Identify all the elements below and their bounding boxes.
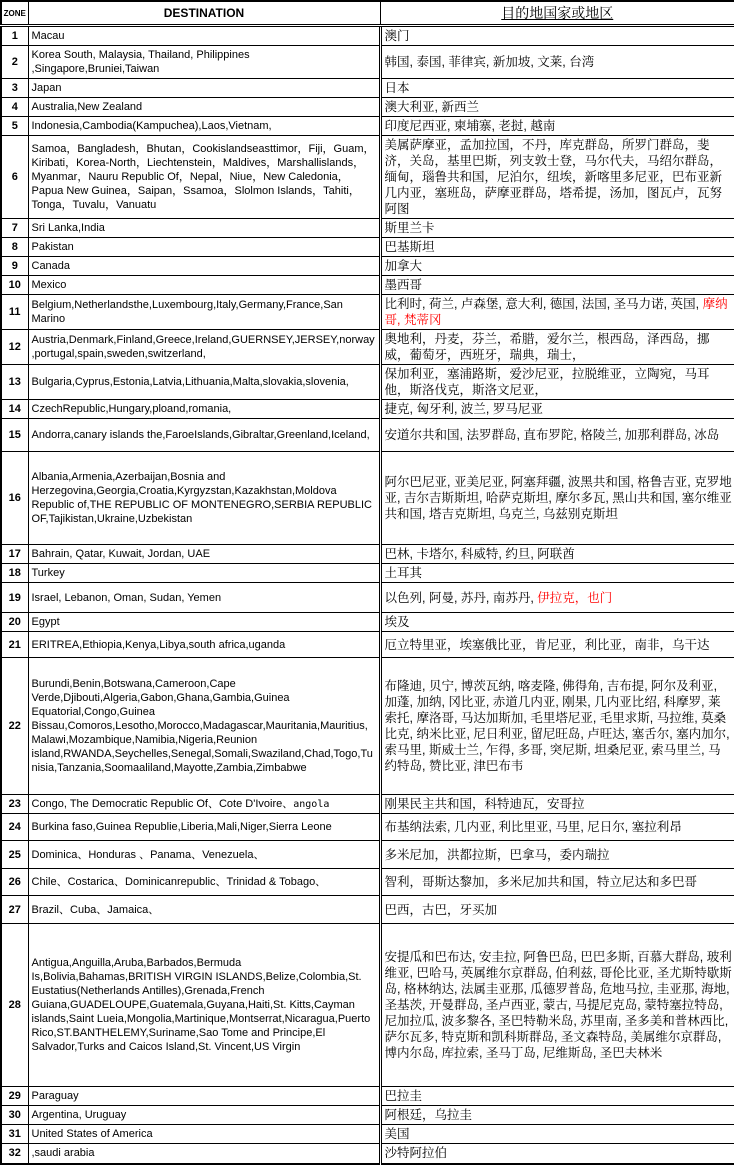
destination-cell bbox=[28, 814, 380, 841]
destination-text: 多米尼加，洪都拉斯，巴拿马，委内瑞拉 bbox=[384, 847, 610, 862]
destination-cell bbox=[28, 1144, 380, 1164]
zone-number: 25 bbox=[1, 841, 28, 869]
table-row bbox=[1, 238, 734, 257]
destination-cell bbox=[28, 658, 380, 795]
destination-zh-cell bbox=[380, 117, 734, 136]
destination-zh-cell bbox=[380, 79, 734, 98]
destination-cell bbox=[28, 295, 380, 330]
destination-zh-cell bbox=[380, 365, 734, 400]
table-row bbox=[1, 400, 734, 419]
destination-text: Turkey bbox=[31, 567, 65, 579]
destination-text: 布隆迪, 贝宁, 博茨瓦纳, 喀麦隆, 佛得角, 吉布提, 阿尔及利亚, 加蓬, 加纳, 冈比亚, 赤道几内亚, 刚果, 几内亚比绍, 科摩罗, 莱索托, 摩洛哥, 马达加斯加, 毛里塔尼亚, 毛里求斯, 马拉维, 莫桑比克, 纳米比亚, 尼日利亚, 留尼旺岛, 卢旺达, 塞舌尔, 塞内加尔, 索马里, 斯威士兰, 乍得, 多哥, 突尼斯, 坦桑尼亚, 索马里兰, 马约特岛, 赞比亚, 津巴布韦 bbox=[384, 679, 730, 773]
zone-number: 27 bbox=[1, 896, 28, 924]
destination-cell bbox=[28, 632, 380, 658]
table-row bbox=[1, 219, 734, 238]
destination-text: 土耳其 bbox=[384, 566, 423, 580]
zone-number: 2 bbox=[1, 46, 28, 79]
destination-text: 阿尔巴尼亚, 亚美尼亚, 阿塞拜疆, 波黑共和国, 格鲁吉亚, 克罗地亚, 吉尔吉斯斯坦, 哈萨克斯坦, 摩尔多瓦, 黑山共和国, 塞尔维亚共和国, 塔吉克斯坦, 乌克兰, 乌兹别克斯坦 bbox=[384, 475, 732, 521]
table-row bbox=[1, 814, 734, 841]
destination-text: 美属萨摩亚，孟加拉国，不丹，库克群岛，所罗门群岛，斐济，关岛，基里巴斯，列支敦士登，马尔代夫，马绍尔群岛，缅甸，瑙鲁共和国，尼泊尔，纽埃，新喀里多尼亚，巴布亚新几内亚，塞班岛，萨摩亚群岛，塔希提，汤加，图瓦卢，瓦努阿图 bbox=[384, 138, 723, 216]
destination-text: 安道尔共和国, 法罗群岛, 直布罗陀, 格陵兰, 加那利群岛, 冰岛 bbox=[384, 428, 720, 442]
destination-cell bbox=[28, 46, 380, 79]
destination-text: Australia,New Zealand bbox=[31, 101, 143, 113]
table-row bbox=[1, 276, 734, 295]
destination-cell bbox=[28, 1087, 380, 1106]
destination-text: 阿根廷，乌拉圭 bbox=[384, 1108, 473, 1122]
destination-text: 安提瓜和巴布达, 安圭拉, 阿鲁巴岛, 巴巴多斯, 百慕大群岛, 玻利维亚, 巴哈马, 英属维尔京群岛, 伯利兹, 哥伦比亚, 圣尤斯特歇斯岛, 格林纳达, 法属圭亚那, 瓜德罗普岛, 危地马拉, 圭亚那, 海地, 圣基茨, 开曼群岛, 圣卢西亚, 蒙古, 马提尼克岛, 蒙特塞拉特岛, 尼加拉瓜, 波多黎各, 圣巴特勒米岛, 苏里南, 圣多美和普林西比, 萨尔瓦多, 特克斯和凯科斯群岛, 圣文森特岛, 美属维尔京群岛, 博内尔岛, 库拉索, 圣马丁岛, 尼维斯岛, 圣巴夫林米 bbox=[384, 950, 732, 1060]
destination-cell bbox=[28, 257, 380, 276]
destination-cell bbox=[28, 896, 380, 924]
destination-cell bbox=[28, 841, 380, 869]
highlighted-destination-text: 摩纳哥, 梵蒂冈 bbox=[384, 297, 728, 327]
destination-cell bbox=[28, 136, 380, 219]
table-row bbox=[1, 419, 734, 452]
destination-text: 智利，哥斯达黎加，多米尼加共和国，特立尼达和多巴哥 bbox=[384, 875, 698, 889]
destination-cell bbox=[28, 452, 380, 545]
destination-zh-cell bbox=[380, 419, 734, 452]
destination-text: ,saudi arabia bbox=[31, 1147, 95, 1160]
destination-text: Argentina, Uruguay bbox=[31, 1109, 127, 1121]
destination-zh-cell bbox=[380, 1087, 734, 1106]
zone-number: 5 bbox=[1, 117, 28, 136]
destination-text: Belgium,Netherlandsthe,Luxembourg,Italy,Germany,France,San Marino bbox=[31, 299, 343, 325]
destination-cell bbox=[28, 238, 380, 257]
zone-number: 4 bbox=[1, 98, 28, 117]
table-row bbox=[1, 841, 734, 869]
destination-text: Macau bbox=[31, 30, 65, 42]
destination-cell bbox=[28, 365, 380, 400]
zone-number: 18 bbox=[1, 564, 28, 583]
destination-text: Burkina faso,Guinea Republie,Liberia,Mali,Niger,Sierra Leone bbox=[31, 821, 332, 833]
destination-cell bbox=[28, 924, 380, 1087]
destination-text: 埃及 bbox=[384, 615, 410, 629]
table-row bbox=[1, 257, 734, 276]
destination-zh-cell bbox=[380, 658, 734, 795]
destination-text: 加拿大 bbox=[384, 259, 423, 273]
zone-number: 31 bbox=[1, 1125, 28, 1144]
destination-zh-cell bbox=[380, 1144, 734, 1164]
destination-text: Samoa，Bangladesh，Bhutan，Cookislandseasttimor，Fiji，Guam，Kiribati，Korea-North，Liechtenstein，Maldives，Marshallislands，Myanmar，Nauru Republic Of，Nepal，Niue，New Caledonia，Papua New Guinea，Saipan，Ssamoa，Slolmon Islands，Tahiti，Tonga，Tuvalu，Vanuatu bbox=[31, 143, 375, 211]
destination-text: 澳大利亚, 新西兰 bbox=[384, 100, 479, 114]
destination-zh-cell bbox=[380, 238, 734, 257]
destination-text: Burundi,Benin,Botswana,Cameroon,Cape Verde,Djibouti,Algeria,Gabon,Ghana,Gambia,Guinea Equatorial,Congo,Guinea Bissau,Comoros,Lesotho,Morocco,Madagascar,Mauritania,Mauritius,Malawi,Mozambique,Namibia,Nigeria,Reunion island,RWANDA,Seychelles,Senegal,Somali,Swaziland,Chad,Togo,Tunisia,Tanzania,Soomaaliland,Mayotte,Zambia,Zimbabwe bbox=[31, 678, 373, 774]
destination-text: Bahrain, Qatar, Kuwait, Jordan, UAE bbox=[31, 548, 211, 560]
destination-cell bbox=[28, 795, 380, 814]
destination-text: Chile、Costarica、Dominicanrepublic、Trinidad & Tobago、 bbox=[31, 876, 327, 888]
destination-text: Congo, The Democratic Republic Of、Cote D'Ivoire、 bbox=[31, 797, 294, 810]
table-row bbox=[1, 658, 734, 795]
table-row bbox=[1, 365, 734, 400]
zone-number: 13 bbox=[1, 365, 28, 400]
destination-zh-cell bbox=[380, 330, 734, 365]
destination-text: 沙特阿拉伯 bbox=[384, 1146, 448, 1161]
table-row bbox=[1, 295, 734, 330]
zone-number: 10 bbox=[1, 276, 28, 295]
destination-zh-cell bbox=[380, 924, 734, 1087]
zone-number: 7 bbox=[1, 219, 28, 238]
table-row bbox=[1, 613, 734, 632]
destination-zh-cell bbox=[380, 814, 734, 841]
destination-text: Sri Lanka,India bbox=[31, 222, 105, 234]
zone-number: 11 bbox=[1, 295, 28, 330]
destination-cell bbox=[28, 1125, 380, 1144]
destination-text: 巴林, 卡塔尔, 科威特, 约旦, 阿联酋 bbox=[384, 547, 575, 561]
destination-zh-cell bbox=[380, 896, 734, 924]
destination-text: 以色列, 阿曼, 苏丹, 南苏丹, bbox=[384, 590, 538, 605]
zone-number: 20 bbox=[1, 613, 28, 632]
destination-text: Pakistan bbox=[31, 241, 74, 253]
destination-text: Paraguay bbox=[31, 1090, 79, 1102]
destination-text: ERITREA,Ethiopia,Kenya,Libya,south africa,uganda bbox=[31, 638, 286, 651]
destination-cell bbox=[28, 330, 380, 365]
table-row bbox=[1, 1144, 734, 1164]
destination-text: Albania,Armenia,Azerbaijan,Bosnia and Herzegovina,Georgia,Croatia,Kyrgyzstan,Kazakhstan,Moldova Republic of,THE REPUBLIC OF MONTENEGRO,SERBIA REPUBLIC OF,Tajikistan,Ukraine,Uzbekistan bbox=[31, 471, 372, 525]
destination-text: 奥地利，丹麦，芬兰，希腊，爱尔兰，根西岛，泽西岛，挪威，葡萄牙，西班牙，瑞典，瑞士， bbox=[384, 332, 710, 362]
table-row bbox=[1, 924, 734, 1087]
destination-cell bbox=[28, 869, 380, 896]
table-row bbox=[1, 98, 734, 117]
destination-text: 印度尼西亚, 柬埔寨, 老挝, 越南 bbox=[384, 119, 556, 133]
table-row bbox=[1, 117, 734, 136]
destination-text: Mexico bbox=[31, 279, 67, 291]
table-row bbox=[1, 1125, 734, 1144]
destination-text: Egypt bbox=[31, 616, 60, 628]
table-row bbox=[1, 896, 734, 924]
destination-text: Brazil、Cuba、Jamaica、 bbox=[31, 903, 160, 916]
destination-cell bbox=[28, 545, 380, 564]
destination-text: 比利时, 荷兰, 卢森堡, 意大利, 德国, 法国, 圣马力诺, 英国, bbox=[384, 297, 703, 311]
destination-zh-cell bbox=[380, 219, 734, 238]
destination-cell bbox=[28, 400, 380, 419]
table-row bbox=[1, 869, 734, 896]
zone-number: 26 bbox=[1, 869, 28, 896]
destination-zh-column-header: 目的地国家或地区 bbox=[380, 1, 734, 26]
destination-text: CzechRepublic,Hungary,ploand,romania, bbox=[31, 403, 232, 415]
table-row bbox=[1, 46, 734, 79]
destination-text: Bulgaria,Cyprus,Estonia,Latvia,Lithuania,Malta,slovakia,slovenia, bbox=[31, 376, 349, 388]
destination-zh-cell bbox=[380, 452, 734, 545]
destination-cell bbox=[28, 98, 380, 117]
zone-number: 21 bbox=[1, 632, 28, 658]
zone-number: 17 bbox=[1, 545, 28, 564]
destination-zh-cell bbox=[380, 613, 734, 632]
table-row bbox=[1, 136, 734, 219]
destination-text: Indonesia,Cambodia(Kampuchea),Laos,Vietnam, bbox=[31, 120, 272, 132]
destination-text: Antigua,Anguilla,Aruba,Barbados,Bermuda Is,Bolivia,Bahamas,BRITISH VIRGIN ISLANDS,Belize,Colombia,St. Eustatius(Netherlands Antilles),Grenada,French Guiana,GUADELOUPE,Guatemala,Guyana,Haiti,St. Kitts,Cayman islands,Saint Lueia,Mongolia,Martinique,Montserrat,Nicaragua,Puerto Rico,ST.BANTHELEMY,Suriname,Sao Tome and Principe,El Salvador,Turks and Caicos Island,St. Vincent,US Virgin bbox=[31, 957, 371, 1053]
destination-text: 捷克, 匈牙利, 波兰, 罗马尼亚 bbox=[384, 402, 543, 416]
destination-zh-cell bbox=[380, 795, 734, 814]
destination-text: United States of America bbox=[31, 1128, 153, 1140]
destination-zh-cell bbox=[380, 46, 734, 79]
zone-number: 1 bbox=[1, 26, 28, 46]
destination-text: 韩国, 泰国, 菲律宾, 新加坡, 文莱, 台湾 bbox=[384, 55, 595, 69]
destination-text: 澳门 bbox=[384, 29, 410, 43]
destination-text: Canada bbox=[31, 260, 71, 272]
destination-text: 巴基斯坦 bbox=[384, 240, 435, 254]
table-header bbox=[1, 1, 734, 26]
destination-zh-cell bbox=[380, 869, 734, 896]
zone-number: 23 bbox=[1, 795, 28, 814]
zone-number: 19 bbox=[1, 583, 28, 613]
zone-number: 32 bbox=[1, 1144, 28, 1164]
zone-number: 14 bbox=[1, 400, 28, 419]
destination-column-header: DESTINATION bbox=[28, 1, 380, 26]
destination-cell bbox=[28, 1106, 380, 1125]
destination-zh-cell bbox=[380, 136, 734, 219]
table-row bbox=[1, 330, 734, 365]
destination-text: 保加利亚，塞浦路斯，爱沙尼亚，拉脱维亚，立陶宛，马耳他，斯洛伐克，斯洛文尼亚， bbox=[384, 367, 710, 397]
table-row bbox=[1, 545, 734, 564]
table-row bbox=[1, 26, 734, 46]
destination-text: 日本 bbox=[384, 81, 410, 95]
destination-text: Austria,Denmark,Finland,Greece,Ireland,GUERNSEY,JERSEY,norway,portugal,spain,sweden,switzerland, bbox=[31, 334, 375, 360]
destination-zh-cell bbox=[380, 257, 734, 276]
table-row bbox=[1, 452, 734, 545]
table-row bbox=[1, 583, 734, 613]
highlighted-destination-text: 伊拉克，也门 bbox=[537, 590, 613, 605]
table-row bbox=[1, 564, 734, 583]
zone-number: 8 bbox=[1, 238, 28, 257]
destination-zh-cell bbox=[380, 1125, 734, 1144]
destination-cell bbox=[28, 419, 380, 452]
destination-zh-cell bbox=[380, 1106, 734, 1125]
zone-number: 22 bbox=[1, 658, 28, 795]
destination-cell bbox=[28, 79, 380, 98]
destination-text: 巴西，古巴，牙买加 bbox=[384, 902, 498, 917]
table-row bbox=[1, 1087, 734, 1106]
destination-zh-cell bbox=[380, 583, 734, 613]
destination-cell bbox=[28, 276, 380, 295]
destination-zh-cell bbox=[380, 400, 734, 419]
destination-zh-cell bbox=[380, 26, 734, 46]
destination-cell bbox=[28, 583, 380, 613]
zone-number: 9 bbox=[1, 257, 28, 276]
destination-text: 布基纳法索, 几内亚, 利比里亚, 马里, 尼日尔, 塞拉利昂 bbox=[384, 820, 682, 834]
destination-text: 美国 bbox=[384, 1127, 410, 1141]
zone-number: 24 bbox=[1, 814, 28, 841]
destination-text: Israel, Lebanon, Oman, Sudan, Yemen bbox=[31, 591, 222, 604]
zone-number: 30 bbox=[1, 1106, 28, 1125]
destination-cell bbox=[28, 613, 380, 632]
destination-cell bbox=[28, 26, 380, 46]
zone-number: 16 bbox=[1, 452, 28, 545]
zone-number: 12 bbox=[1, 330, 28, 365]
zone-column-header: ZONE bbox=[1, 1, 28, 26]
destination-text: 厄立特里亚，埃塞俄比亚，肯尼亚，利比亚，南非，乌干达 bbox=[384, 637, 710, 652]
destination-cell bbox=[28, 564, 380, 583]
table-body bbox=[1, 26, 734, 1164]
destination-text: angola bbox=[293, 798, 330, 810]
destination-zh-cell bbox=[380, 295, 734, 330]
destination-text: 刚果民主共和国，科特迪瓦，安哥拉 bbox=[384, 797, 585, 811]
destination-text: 斯里兰卡 bbox=[384, 221, 435, 235]
destination-text: 巴拉圭 bbox=[384, 1089, 423, 1103]
header-row bbox=[1, 1, 734, 26]
table-row bbox=[1, 795, 734, 814]
table-row bbox=[1, 79, 734, 98]
destination-zh-cell bbox=[380, 545, 734, 564]
zone-number: 15 bbox=[1, 419, 28, 452]
destination-text: Dominica、Honduras 、Panama、Venezuela、 bbox=[31, 848, 265, 861]
zone-number: 29 bbox=[1, 1087, 28, 1106]
destination-zh-cell bbox=[380, 632, 734, 658]
destination-zh-cell bbox=[380, 564, 734, 583]
destination-zh-cell bbox=[380, 276, 734, 295]
destination-zh-cell bbox=[380, 98, 734, 117]
zone-number: 28 bbox=[1, 924, 28, 1087]
zone-number: 3 bbox=[1, 79, 28, 98]
table-row bbox=[1, 632, 734, 658]
destination-cell bbox=[28, 219, 380, 238]
destination-cell bbox=[28, 117, 380, 136]
destination-text: Japan bbox=[31, 82, 62, 94]
destination-text: 墨西哥 bbox=[384, 278, 423, 292]
table-row bbox=[1, 1106, 734, 1125]
destination-text: Korea South, Malaysia, Thailand, Philippines ,Singapore,Bruniei,Taiwan bbox=[31, 49, 250, 75]
zone-number: 6 bbox=[1, 136, 28, 219]
destination-text: Andorra,canary islands the,FaroeIslands,Gibraltar,Greenland,Iceland, bbox=[31, 429, 370, 441]
destination-zh-cell bbox=[380, 841, 734, 869]
